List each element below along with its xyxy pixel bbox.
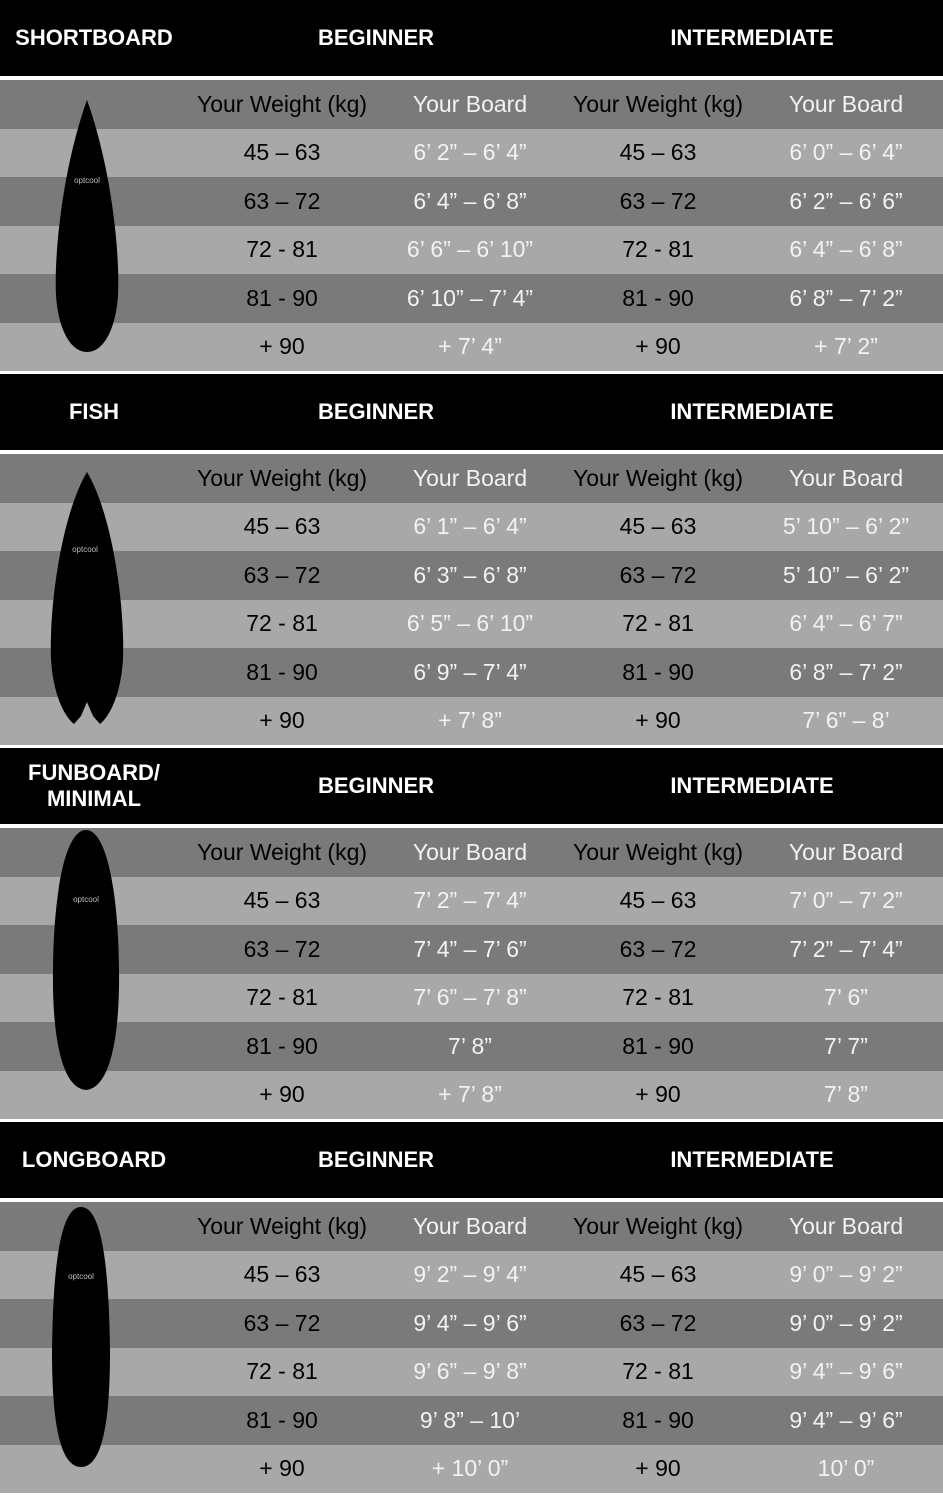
intermediate-weight-cell: 63 – 72 [619, 935, 697, 962]
beginner-weight-cell: + 90 [259, 1455, 305, 1482]
beginner-board-cell: 7’ 2” – 7’ 4” [413, 887, 527, 914]
brand-logo: optcool [74, 176, 100, 185]
beginner-board-header: Your Board [412, 1212, 528, 1239]
intermediate-board-cell: 7’ 2” – 7’ 4” [789, 935, 903, 962]
beginner-board-cell: 7’ 8” [448, 1032, 492, 1059]
surfboard-shape [56, 100, 119, 352]
intermediate-weight-header: Your Weight (kg) [572, 838, 744, 865]
brand-logo: optcool [72, 545, 98, 554]
intermediate-weight-cell: 63 – 72 [619, 561, 697, 588]
intermediate-board-cell: 6’ 4” – 6’ 8” [789, 236, 903, 263]
intermediate-board-cell: 5’ 10” – 6’ 2” [782, 513, 910, 540]
intermediate-board-cell: 7’ 6” – 8’ [802, 707, 890, 734]
level-beginner-heading: BEGINNER [317, 773, 435, 798]
beginner-weight-cell: 63 – 72 [243, 561, 321, 588]
intermediate-weight-cell: 63 – 72 [619, 1309, 697, 1336]
beginner-board-header: Your Board [412, 838, 528, 865]
beginner-board-cell: 7’ 4” – 7’ 6” [413, 935, 527, 962]
surfboard-shape [52, 1207, 110, 1467]
beginner-weight-cell: 45 – 63 [243, 513, 321, 540]
section-header [0, 748, 943, 824]
beginner-board-cell: 7’ 6” – 7’ 8” [413, 984, 527, 1011]
beginner-board-cell: 9’ 2” – 9’ 4” [413, 1261, 527, 1288]
beginner-board-cell: 6’ 1” – 6’ 4” [413, 513, 527, 540]
beginner-board-cell: 6’ 9” – 7’ 4” [413, 658, 527, 685]
intermediate-board-header: Your Board [788, 464, 904, 491]
intermediate-weight-cell: + 90 [635, 1081, 681, 1108]
intermediate-weight-cell: 45 – 63 [619, 513, 697, 540]
intermediate-board-cell: 5’ 10” – 6’ 2” [782, 561, 910, 588]
beginner-weight-cell: 72 - 81 [246, 984, 318, 1011]
section-fish [0, 374, 943, 744]
intermediate-board-cell: 9’ 0” – 9’ 2” [789, 1309, 903, 1336]
beginner-weight-cell: 63 – 72 [243, 935, 321, 962]
level-intermediate-heading: INTERMEDIATE [670, 1147, 834, 1172]
intermediate-board-header: Your Board [788, 838, 904, 865]
intermediate-weight-cell: 45 – 63 [619, 887, 697, 914]
level-intermediate-heading: INTERMEDIATE [670, 773, 834, 798]
beginner-weight-cell: 81 - 90 [246, 284, 318, 311]
intermediate-weight-cell: + 90 [635, 1455, 681, 1482]
longboard-board-illustration [0, 1202, 188, 1492]
intermediate-board-cell: 7’ 8” [824, 1081, 868, 1108]
beginner-weight-header: Your Weight (kg) [196, 90, 368, 117]
beginner-board-cell: + 7’ 4” [438, 333, 502, 360]
beginner-board-cell: 6’ 5” – 6’ 10” [406, 610, 534, 637]
beginner-board-cell: 6’ 4” – 6’ 8” [413, 187, 527, 214]
beginner-weight-header: Your Weight (kg) [196, 1212, 368, 1239]
intermediate-weight-cell: + 90 [635, 707, 681, 734]
intermediate-board-cell: 7’ 7” [824, 1032, 868, 1059]
intermediate-board-cell: 7’ 0” – 7’ 2” [789, 887, 903, 914]
beginner-weight-cell: 81 - 90 [246, 1032, 318, 1059]
beginner-board-cell: 9’ 6” – 9’ 8” [413, 1358, 527, 1385]
intermediate-weight-cell: 45 – 63 [619, 139, 697, 166]
board-type-title: FISH [68, 399, 120, 425]
beginner-board-cell: + 7’ 8” [438, 1081, 502, 1108]
beginner-board-cell: 6’ 10” – 7’ 4” [406, 284, 534, 311]
surfboard-silhouette [0, 80, 188, 370]
level-intermediate-heading: INTERMEDIATE [670, 399, 834, 424]
section-header [0, 374, 943, 450]
brand-logo: optcool [73, 895, 99, 904]
brand-logo: optcool [68, 1272, 94, 1281]
intermediate-board-header: Your Board [788, 90, 904, 117]
beginner-weight-cell: 72 - 81 [246, 236, 318, 263]
funboard-board-illustration [0, 828, 188, 1118]
beginner-weight-cell: 45 – 63 [243, 139, 321, 166]
intermediate-board-cell: 6’ 0” – 6’ 4” [789, 139, 903, 166]
section-funboard [0, 748, 943, 1118]
intermediate-weight-cell: 72 - 81 [622, 1358, 694, 1385]
fish-board-illustration [0, 454, 188, 744]
level-intermediate-heading: INTERMEDIATE [670, 25, 834, 50]
intermediate-weight-cell: 63 – 72 [619, 187, 697, 214]
surfboard-shape [51, 472, 123, 724]
board-type-title: FUNBOARD/ MINIMAL [28, 760, 160, 811]
beginner-board-cell: 6’ 6” – 6’ 10” [406, 236, 534, 263]
board-type-title: SHORTBOARD [15, 25, 173, 51]
board-type-title: LONGBOARD [21, 1147, 167, 1173]
intermediate-weight-header: Your Weight (kg) [572, 464, 744, 491]
beginner-weight-cell: 63 – 72 [243, 1309, 321, 1336]
section-header [0, 1122, 943, 1198]
section-shortboard [0, 0, 943, 370]
intermediate-weight-cell: 72 - 81 [622, 984, 694, 1011]
intermediate-board-header: Your Board [788, 1212, 904, 1239]
beginner-weight-cell: 72 - 81 [246, 610, 318, 637]
beginner-weight-cell: 81 - 90 [246, 658, 318, 685]
beginner-weight-cell: + 90 [259, 1081, 305, 1108]
surfboard-silhouette [0, 1202, 188, 1492]
intermediate-board-cell: 6’ 8” – 7’ 2” [789, 658, 903, 685]
beginner-board-header: Your Board [412, 464, 528, 491]
beginner-weight-cell: 45 – 63 [243, 887, 321, 914]
intermediate-board-cell: 7’ 6” [824, 984, 868, 1011]
intermediate-weight-cell: 72 - 81 [622, 610, 694, 637]
intermediate-board-cell: 9’ 0” – 9’ 2” [789, 1261, 903, 1288]
intermediate-board-cell: 9’ 4” – 9’ 6” [789, 1406, 903, 1433]
intermediate-weight-cell: 81 - 90 [622, 284, 694, 311]
beginner-board-cell: + 7’ 8” [438, 707, 502, 734]
intermediate-board-cell: 6’ 8” – 7’ 2” [789, 284, 903, 311]
level-beginner-heading: BEGINNER [317, 1147, 435, 1172]
surfboard-silhouette [0, 828, 188, 1118]
level-beginner-heading: BEGINNER [317, 399, 435, 424]
beginner-weight-cell: + 90 [259, 707, 305, 734]
intermediate-board-cell: + 7’ 2” [814, 333, 878, 360]
intermediate-weight-cell: 81 - 90 [622, 1032, 694, 1059]
intermediate-weight-cell: 45 – 63 [619, 1261, 697, 1288]
beginner-board-cell: 9’ 4” – 9’ 6” [413, 1309, 527, 1336]
beginner-weight-cell: + 90 [259, 333, 305, 360]
surfboard-silhouette [0, 454, 188, 744]
beginner-board-header: Your Board [412, 90, 528, 117]
intermediate-weight-header: Your Weight (kg) [572, 1212, 744, 1239]
beginner-board-cell: 6’ 3” – 6’ 8” [413, 561, 527, 588]
intermediate-board-cell: 6’ 4” – 6’ 7” [789, 610, 903, 637]
beginner-board-cell: 9’ 8” – 10’ [419, 1406, 521, 1433]
level-beginner-heading: BEGINNER [317, 25, 435, 50]
beginner-weight-cell: 72 - 81 [246, 1358, 318, 1385]
surfboard-shape [53, 830, 119, 1090]
beginner-weight-cell: 81 - 90 [246, 1406, 318, 1433]
beginner-board-cell: + 10’ 0” [431, 1455, 509, 1482]
beginner-weight-header: Your Weight (kg) [196, 464, 368, 491]
intermediate-board-cell: 9’ 4” – 9’ 6” [789, 1358, 903, 1385]
beginner-board-cell: 6’ 2” – 6’ 4” [413, 139, 527, 166]
beginner-weight-cell: 63 – 72 [243, 187, 321, 214]
beginner-weight-cell: 45 – 63 [243, 1261, 321, 1288]
intermediate-board-cell: 6’ 2” – 6’ 6” [789, 187, 903, 214]
section-header [0, 0, 943, 76]
intermediate-weight-header: Your Weight (kg) [572, 90, 744, 117]
intermediate-weight-cell: 81 - 90 [622, 1406, 694, 1433]
shortboard-board-illustration [0, 80, 188, 370]
intermediate-weight-cell: 72 - 81 [622, 236, 694, 263]
beginner-weight-header: Your Weight (kg) [196, 838, 368, 865]
intermediate-weight-cell: 81 - 90 [622, 658, 694, 685]
section-longboard [0, 1122, 943, 1492]
intermediate-board-cell: 10’ 0” [817, 1455, 875, 1482]
intermediate-weight-cell: + 90 [635, 333, 681, 360]
